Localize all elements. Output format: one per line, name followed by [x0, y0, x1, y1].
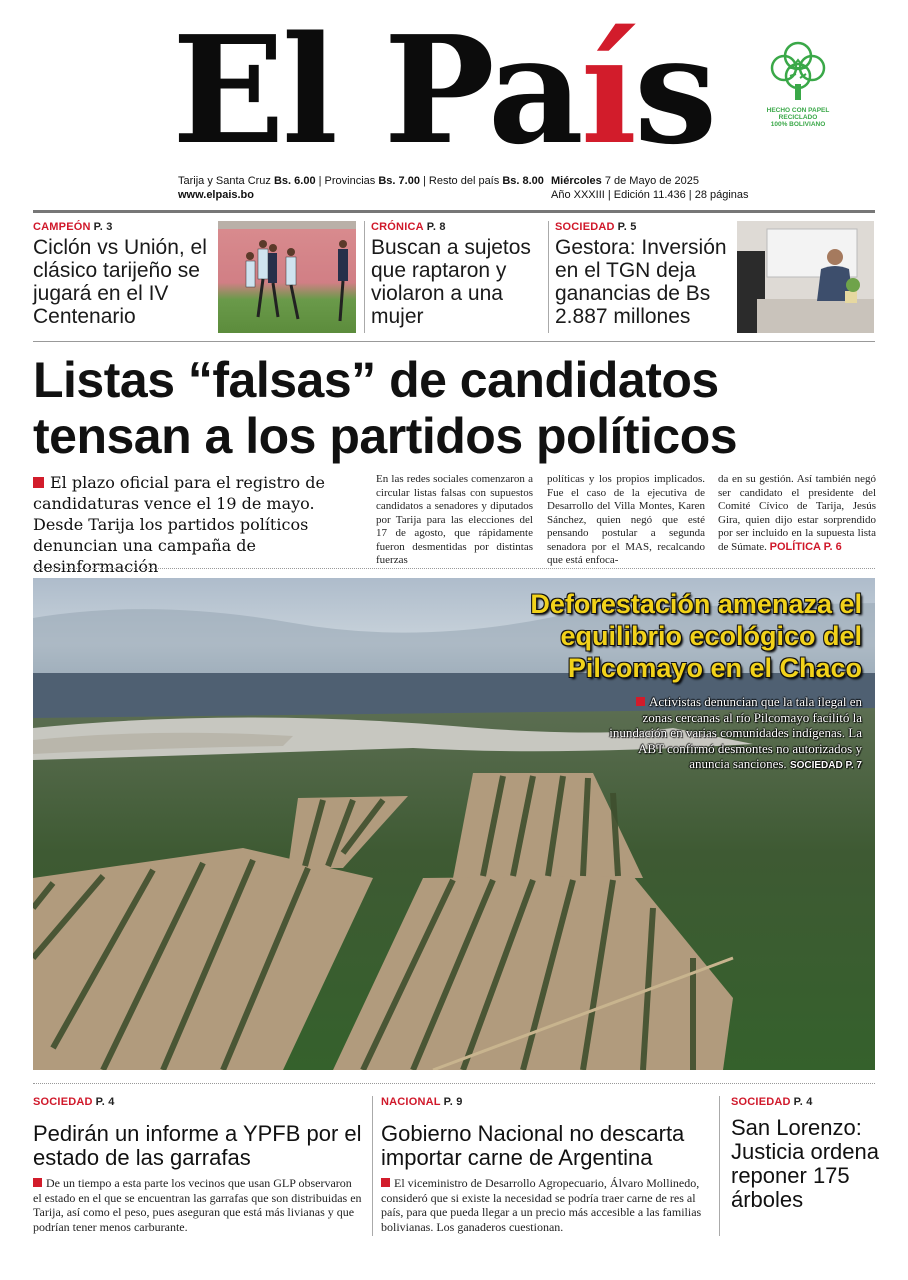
story-ypfb[interactable]	[33, 1096, 363, 1234]
recycled-paper-seal	[762, 38, 834, 128]
main-column-2: políticas y los propios implicados. Fue el caso de la ejecutiva de Desarrollo del Villa Montes, Karen Sánchez, quien negó que esté pensando postular a segunda senadora por el MAS, recalcando que está enfoca-	[547, 473, 705, 566]
story-kicker: SOCIEDAD P. 4	[33, 1096, 115, 1108]
story-text: El viceministro de Desarrollo Agropecuario, Álvaro Mollinedo, consideró que si existe la necesidad se podría traer carne de res al país, para que pueda llegar a un precio más accesible a las familias bolivianas. Los ganaderos cuestionan.	[381, 1176, 702, 1234]
story-kicker: SOCIEDAD P. 4	[731, 1096, 813, 1108]
teaser-sports-photo	[218, 221, 356, 333]
teaser-kicker: CRÓNICA P. 8	[371, 221, 446, 233]
column-divider	[719, 1096, 720, 1236]
bullet-square-icon	[636, 697, 645, 706]
recycle-tree-icon	[762, 38, 834, 102]
teaser-kicker: CAMPEÓN P. 3	[33, 221, 113, 233]
teaser-crime[interactable]	[371, 221, 543, 328]
dotted-divider	[33, 568, 875, 569]
photo-deck: Activistas denuncian que la tala ilegal en zonas cercanas al río Pilcomayo facilitó la inundación en varias comunidades indígenas. La ABT confirmó desmontes no autorizados y anuncia sanciones. SOCIEDAD P. 7	[609, 694, 862, 771]
main-deck: El plazo oficial para el registro de candidaturas vence el 19 de mayo. Desde Tarija los partidos políticos denuncian una campaña de desinformación	[33, 473, 325, 576]
story-san-lorenzo[interactable]	[731, 1096, 881, 1212]
main-column-1: En las redes sociales comenzaron a circular listas falsas con supuestos candidatos a senadores y diputados por Tarija para las elecciones del 17 de agosto, que rápidamente fueron desmentidas por distintas fuerzas	[376, 473, 533, 566]
teaser-kicker: SOCIEDAD P. 5	[555, 221, 637, 233]
teaser-society-photo	[737, 221, 874, 333]
story-headline: Gobierno Nacional no descarta importar carne de Argentina	[381, 1121, 685, 1170]
story-headline: Pedirán un informe a YPFB por el estado de las garrafas	[33, 1121, 362, 1170]
teaser-sports[interactable]	[33, 221, 213, 328]
column-divider	[372, 1096, 373, 1236]
main-column-3: da en su gestión. Así también negó ser candidato el presidente del Comité Cívico de Tarija, Jesús Gira, quien dijo estar sorprendido por ser incluido en la supuesta lista de Súmate. POLÍTICA P. 6	[718, 473, 876, 553]
story-headline: San Lorenzo: Justicia ordena reponer 175 árboles	[731, 1115, 879, 1212]
story-text: De un tiempo a esta parte los vecinos que usan GLP observaron el estado en el que se encuentran las garrafas que son distribuidas en Tarija, así como el peso, pues aseguran que está más livianas y que podrían tener menos carburante.	[33, 1176, 362, 1234]
section-divider	[33, 341, 875, 342]
bullet-square-icon	[33, 477, 44, 488]
teaser-headline: Buscan a sujetos que raptaron y violaron a una mujer	[371, 236, 531, 328]
masthead-logo: El País	[172, 3, 715, 177]
main-headline[interactable]: Listas “falsas” de candidatos tensan a los partidos políticos	[33, 352, 738, 464]
story-carne[interactable]	[381, 1096, 705, 1234]
teaser-divider	[364, 221, 365, 333]
teaser-society[interactable]	[555, 221, 733, 328]
teaser-headline: Gestora: Inversión en el TGN deja ganancias de Bs 2.887 millones	[555, 236, 727, 328]
seal-line-1: HECHO CON PAPEL	[766, 107, 830, 114]
masthead-divider	[33, 210, 875, 213]
photo-headline[interactable]: Deforestación amenaza el equilibrio ecológico del Pilcomayo en el Chaco	[530, 589, 862, 683]
issue-date: Miércoles 7 de Mayo de 2025	[551, 175, 700, 187]
seal-line-2: RECICLADO	[778, 114, 818, 121]
edition-info: Año XXXIII | Edición 11.436 | 28 páginas	[551, 189, 749, 201]
bullet-square-icon	[381, 1178, 390, 1187]
teaser-divider	[548, 221, 549, 333]
section-ref-link[interactable]: POLÍTICA P. 6	[769, 540, 842, 553]
section-ref-link[interactable]: SOCIEDAD P. 7	[789, 760, 862, 771]
story-kicker: NACIONAL P. 9	[381, 1096, 463, 1108]
seal-line-3: 100% BOLIVIANO	[770, 121, 826, 128]
bullet-square-icon	[33, 1178, 42, 1187]
website[interactable]: www.elpais.bo	[178, 189, 254, 201]
dotted-divider	[33, 1083, 875, 1084]
price-line: Tarija y Santa Cruz Bs. 6.00 | Provincias Bs. 7.00 | Resto del país Bs. 8.00	[178, 175, 544, 187]
teaser-headline: Ciclón vs Unión, el clásico tarijeño se jugará en el IV Centenario	[33, 236, 207, 328]
